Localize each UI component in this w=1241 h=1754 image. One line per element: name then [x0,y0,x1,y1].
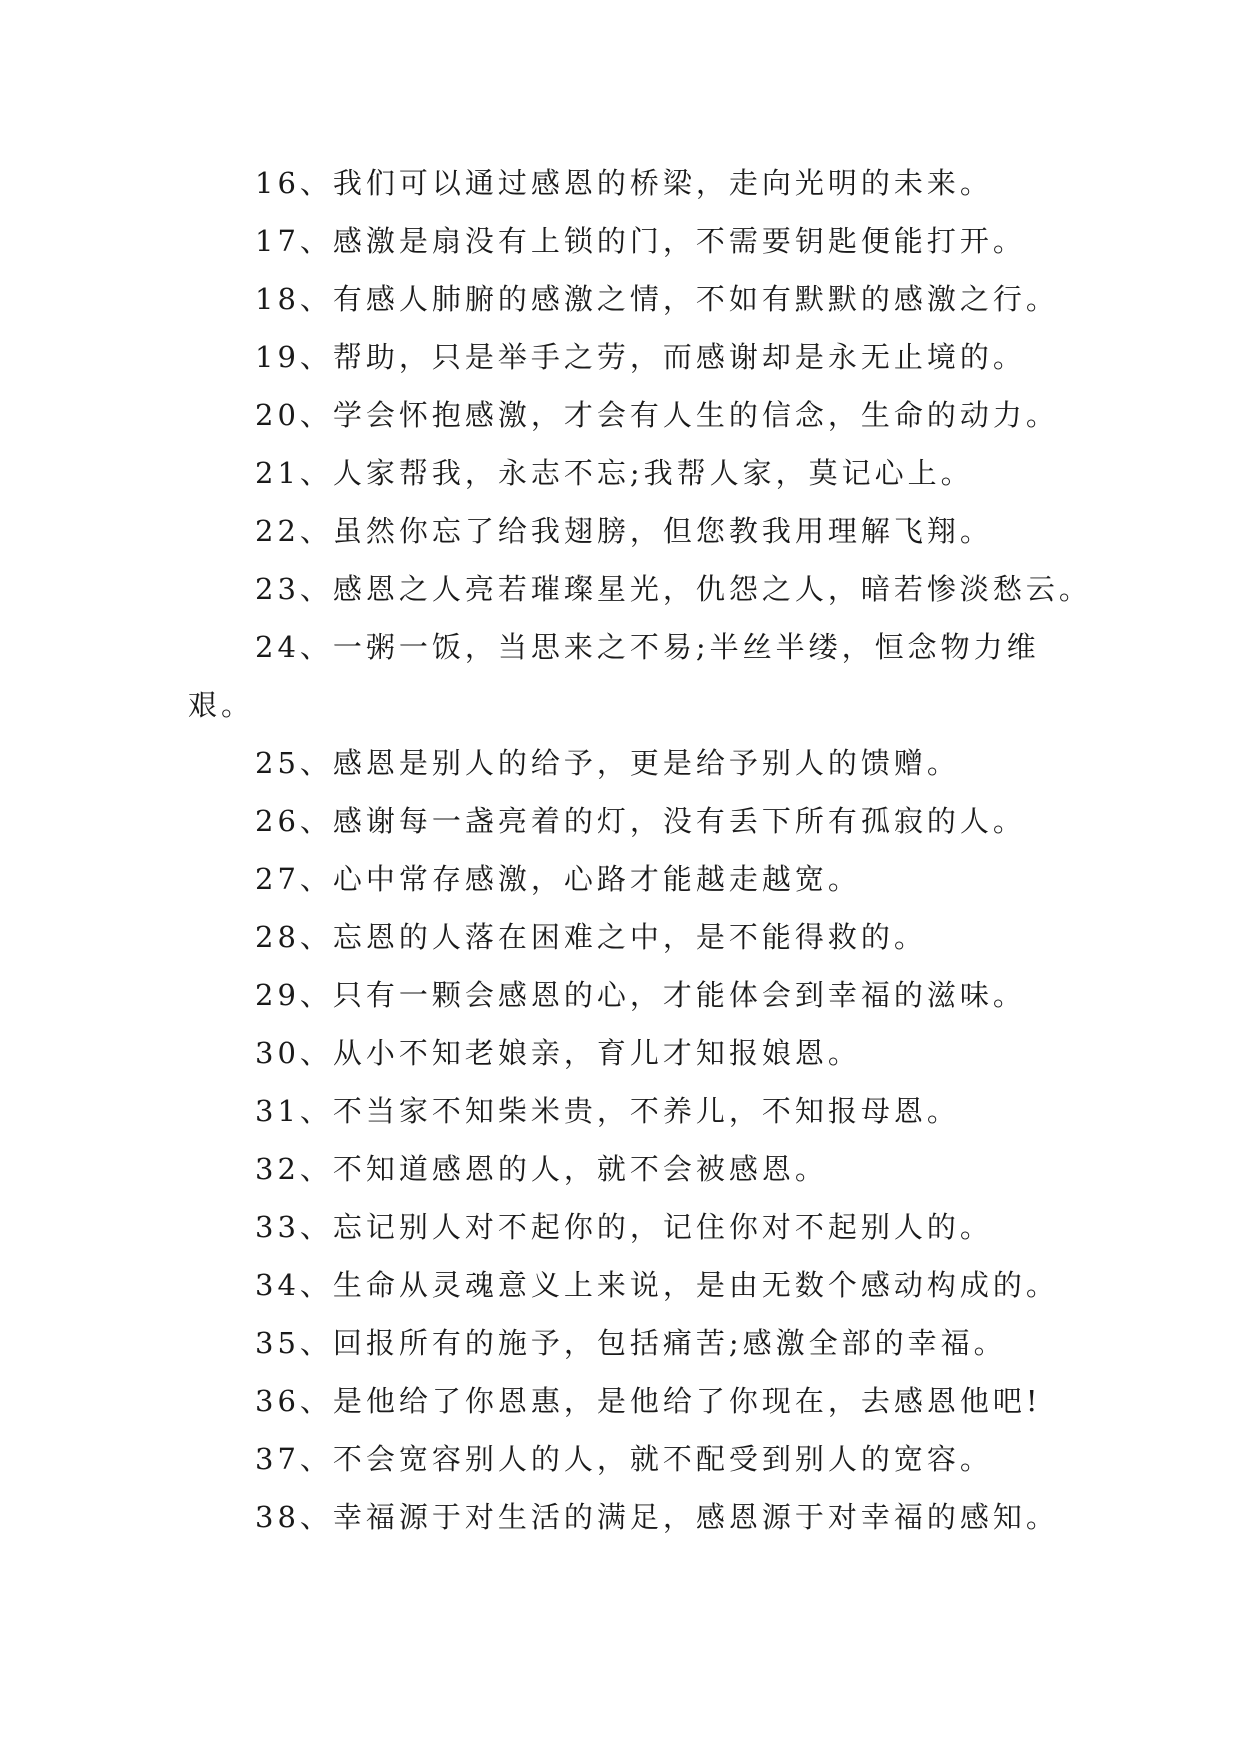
text-line: 19、帮助，只是举手之劳，而感谢却是永无止境的。 [255,340,1026,374]
text-line: 17、感激是扇没有上锁的门，不需要钥匙便能打开。 [255,224,1026,258]
text-line: 38、幸福源于对生活的满足，感恩源于对幸福的感知。 [255,1500,1059,1534]
text-line: 34、生命从灵魂意义上来说，是由无数个感动构成的。 [255,1268,1059,1302]
text-line: 21、人家帮我，永志不忘;我帮人家，莫记心上。 [255,456,974,490]
text-line: 33、忘记别人对不起你的，记住你对不起别人的。 [255,1210,993,1244]
text-line: 37、不会宽容别人的人，就不配受到别人的宽容。 [255,1442,993,1476]
text-line: 22、虽然你忘了给我翅膀，但您教我用理解飞翔。 [255,514,993,548]
text-line: 32、不知道感恩的人，就不会被感恩。 [255,1152,828,1186]
text-line: 27、心中常存感激，心路才能越走越宽。 [255,862,861,896]
text-line: 24、一粥一饭，当思来之不易;半丝半缕，恒念物力维 [255,630,1040,664]
text-line: 36、是他给了你恩惠，是他给了你现在，去感恩他吧! [255,1384,1042,1418]
text-line: 23、感恩之人亮若璀璨星光，仇怨之人，暗若惨淡愁云。 [255,572,1092,606]
text-line: 29、只有一颗会感恩的心，才能体会到幸福的滋味。 [255,978,1026,1012]
text-line: 28、忘恩的人落在困难之中，是不能得救的。 [255,920,927,954]
text-line: 25、感恩是别人的给予，更是给予别人的馈赠。 [255,746,960,780]
text-line: 18、有感人肺腑的感激之情，不如有默默的感激之行。 [255,282,1059,316]
text-line: 30、从小不知老娘亲，育儿才知报娘恩。 [255,1036,861,1070]
text-line: 31、不当家不知柴米贵，不养儿，不知报母恩。 [255,1094,960,1128]
text-line: 16、我们可以通过感恩的桥梁，走向光明的未来。 [255,166,993,200]
text-line-continuation: 艰。 [188,688,255,722]
text-line: 20、学会怀抱感激，才会有人生的信念，生命的动力。 [255,398,1059,432]
text-line: 26、感谢每一盏亮着的灯，没有丢下所有孤寂的人。 [255,804,1026,838]
text-line: 35、回报所有的施予，包括痛苦;感激全部的幸福。 [255,1326,1007,1360]
